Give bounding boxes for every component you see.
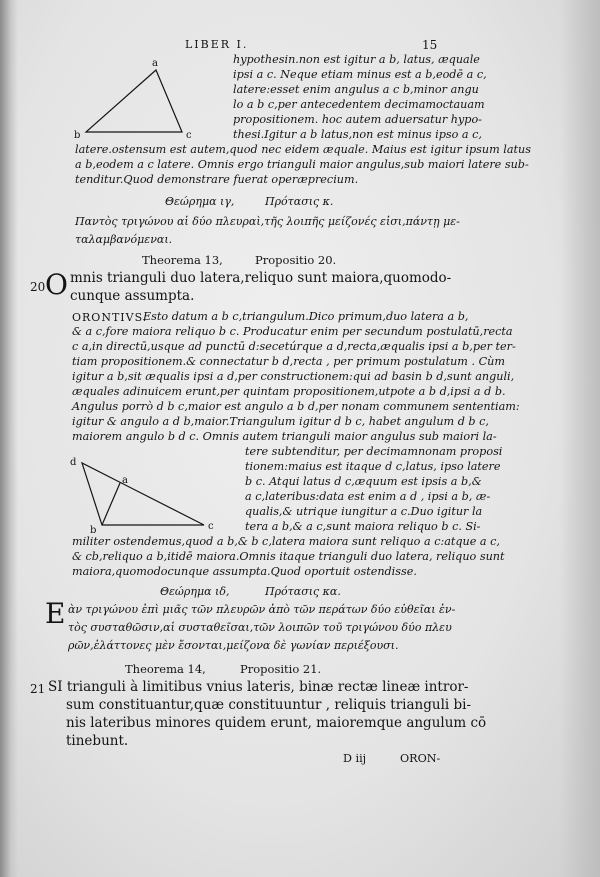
prop19-line: latere.ostensum est autem,quod nec eidem æquale. Maius est igitur ipsum latus bbox=[75, 143, 531, 156]
prop20-proof-line: tere subtenditur, per decimamnonam proposi bbox=[245, 445, 503, 458]
prop21-enunciation: sum constituantur,quæ constituuntur , reliquis trianguli bi- bbox=[66, 697, 472, 713]
greek-enunciation-line: ταλαμβανόμεναι. bbox=[75, 233, 173, 246]
prop20-proof-line: qualis,& utrique iungitur a c.Duo igitur la bbox=[245, 505, 483, 518]
prop20-enunciation: mnis trianguli duo latera,reliquo sunt maiora,quomodo- bbox=[70, 270, 452, 286]
prop19-line: tenditur.Quod demonstrare fuerat operæprecium. bbox=[75, 173, 359, 186]
prop21-enunciation: tinebunt. bbox=[66, 733, 129, 749]
vertex-label-a: a bbox=[152, 58, 158, 69]
page-number: 15 bbox=[422, 38, 438, 52]
greek-enunciation-line: ὰν τριγώνου ἐπὶ μιᾶς τῶν πλευρῶν ἀπὸ τῶν περάτων δύο εὐθεῖαι ἐν- bbox=[68, 603, 456, 616]
prop20-proof-line: tera a b,& a c,sunt maiora reliquo b c. Si- bbox=[245, 520, 481, 533]
greek-theorem-heading: Θεώρημα ιγ, bbox=[165, 195, 235, 208]
prop20-proof-line: maiorem angulo b d c. Omnis autem trianguli maior angulus sub maiori la- bbox=[72, 430, 497, 443]
proposition-heading-21: Propositio 21. bbox=[240, 662, 322, 676]
prop19-line: thesi.Igitur a b latus,non est minus ipso a c, bbox=[233, 128, 482, 141]
greek-enunciation-line: Παντὸς τριγώνου αἱ δύο πλευραὶ,τῆς λοιπῆς μείζονές εἰσι,πάντῃ με- bbox=[75, 215, 460, 228]
catchword: ORON- bbox=[400, 752, 441, 765]
vertex-label-c: c bbox=[186, 130, 192, 141]
prop20-proof-line: b c. Atqui latus d c,æquum est ipsis a b,& bbox=[245, 475, 482, 488]
greek-proposition-heading: Πρότασις κ. bbox=[265, 195, 334, 208]
greek-proposition-heading: Πρότασις κα. bbox=[265, 585, 341, 598]
triangle-figure-1 bbox=[70, 58, 220, 148]
page-gutter-shadow bbox=[0, 0, 18, 877]
greek-enunciation-line: τὸς συσταθῶσιν,αἱ συσταθεῖσαι,τῶν λοιπῶν τοῦ τριγώνου δύο πλευ bbox=[68, 621, 452, 634]
theorem-heading-14: Theorema 14, bbox=[125, 662, 206, 676]
prop19-line: hypothesin.non est igitur a b, latus, æquale bbox=[233, 53, 480, 66]
prop19-line: propositionem. hoc autem aduersatur hypo- bbox=[233, 113, 482, 126]
prop20-proof-line: tionem:maius est itaque d c,latus, ipso latere bbox=[245, 460, 501, 473]
margin-number-20: 20 bbox=[30, 280, 46, 294]
vertex-label-a: a bbox=[122, 475, 128, 486]
prop21-enunciation: nis lateribus minores quidem erunt, maioremque angulum cō bbox=[66, 715, 487, 731]
drop-capital-o: O bbox=[45, 268, 68, 301]
proposition-heading-20: Propositio 20. bbox=[255, 253, 337, 267]
margin-number-21: 21 bbox=[30, 682, 46, 696]
prop20-proof-line: a c,lateribus:data est enim a d , ipsi a b, æ- bbox=[245, 490, 491, 503]
prop19-line: latere:esset enim angulus a c b,minor angu bbox=[233, 83, 479, 96]
vertex-label-b: b bbox=[90, 525, 97, 536]
greek-theorem-heading: Θεώρημα ιδ, bbox=[160, 585, 230, 598]
greek-enunciation-line: ρῶν,ἐλάττονες μὲν ἔσονται,μείζονα δὲ γωνίαν περιέξουσι. bbox=[68, 639, 399, 652]
prop20-proof-line: Angulus porrò d b c,maior est angulo a b d,per nonam communem sententiam: bbox=[72, 400, 520, 413]
prop20-proof-line: igitur a b,sit æqualis ipsi a d,per constructionem:qui ad basin b d,sunt anguli, bbox=[72, 370, 515, 383]
prop19-line: a b,eodem a c latere. Omnis ergo trianguli maior angulus,sub maiori latere sub- bbox=[75, 158, 529, 171]
prop20-proof-line: æquales adinuicem erunt,per quintam propositionem,utpote a b d,ipsi a d b. bbox=[72, 385, 506, 398]
signature-mark: D iij bbox=[343, 752, 367, 765]
triangle-dbc bbox=[82, 463, 204, 525]
prop20-proof-line: tiam propositionem.& connectatur b d,recta , per primum postulatum . Cùm bbox=[72, 355, 505, 368]
triangle-abc bbox=[86, 70, 182, 132]
author-name: ORONTIVS. bbox=[72, 311, 148, 324]
segment-ab bbox=[102, 483, 120, 525]
vertex-label-d: d bbox=[70, 457, 77, 468]
theorem-heading-13: Theorema 13, bbox=[142, 253, 223, 267]
prop20-proof-line: c a,in directū,usque ad punctū d:secetúrque a d,recta,æqualis ipsi a b,per ter- bbox=[72, 340, 516, 353]
prop20-enunciation: cunque assumpta. bbox=[70, 288, 195, 304]
triangle-figure-2 bbox=[68, 455, 218, 535]
drop-capital-e: E bbox=[45, 597, 66, 630]
running-header: LIBER I. bbox=[185, 38, 249, 51]
prop20-proof-line: & cb,reliquo a b,itidē maiora.Omnis itaque trianguli duo latera, reliquo sunt bbox=[72, 550, 505, 563]
prop20-proof-line: igitur & angulo a d b,maior.Triangulum igitur d b c, habet angulum d b c, bbox=[72, 415, 489, 428]
prop19-line: ipsi a c. Neque etiam minus est a b,eodē a c, bbox=[233, 68, 487, 81]
page-edge-shadow bbox=[560, 0, 600, 877]
prop21-enunciation: SI trianguli à limitibus vnius lateris, binæ rectæ lineæ intror- bbox=[48, 679, 469, 695]
vertex-label-c: c bbox=[208, 521, 214, 532]
vertex-label-b: b bbox=[74, 130, 81, 141]
prop20-proof-line: Esto datum a b c,triangulum.Dico primum,duo latera a b, bbox=[143, 310, 469, 323]
prop20-proof-line: militer ostendemus,quod a b,& b c,latera maiora sunt reliquo a c:atque a c, bbox=[72, 535, 500, 548]
prop20-proof-line: & a c,fore maiora reliquo b c. Producatur enim per secundum postulatū,recta bbox=[72, 325, 513, 338]
prop20-proof-line: maiora,quomodocunque assumpta.Quod oportuit ostendisse. bbox=[72, 565, 417, 578]
prop19-line: lo a b c,per antecedentem decimamoctauam bbox=[233, 98, 485, 111]
